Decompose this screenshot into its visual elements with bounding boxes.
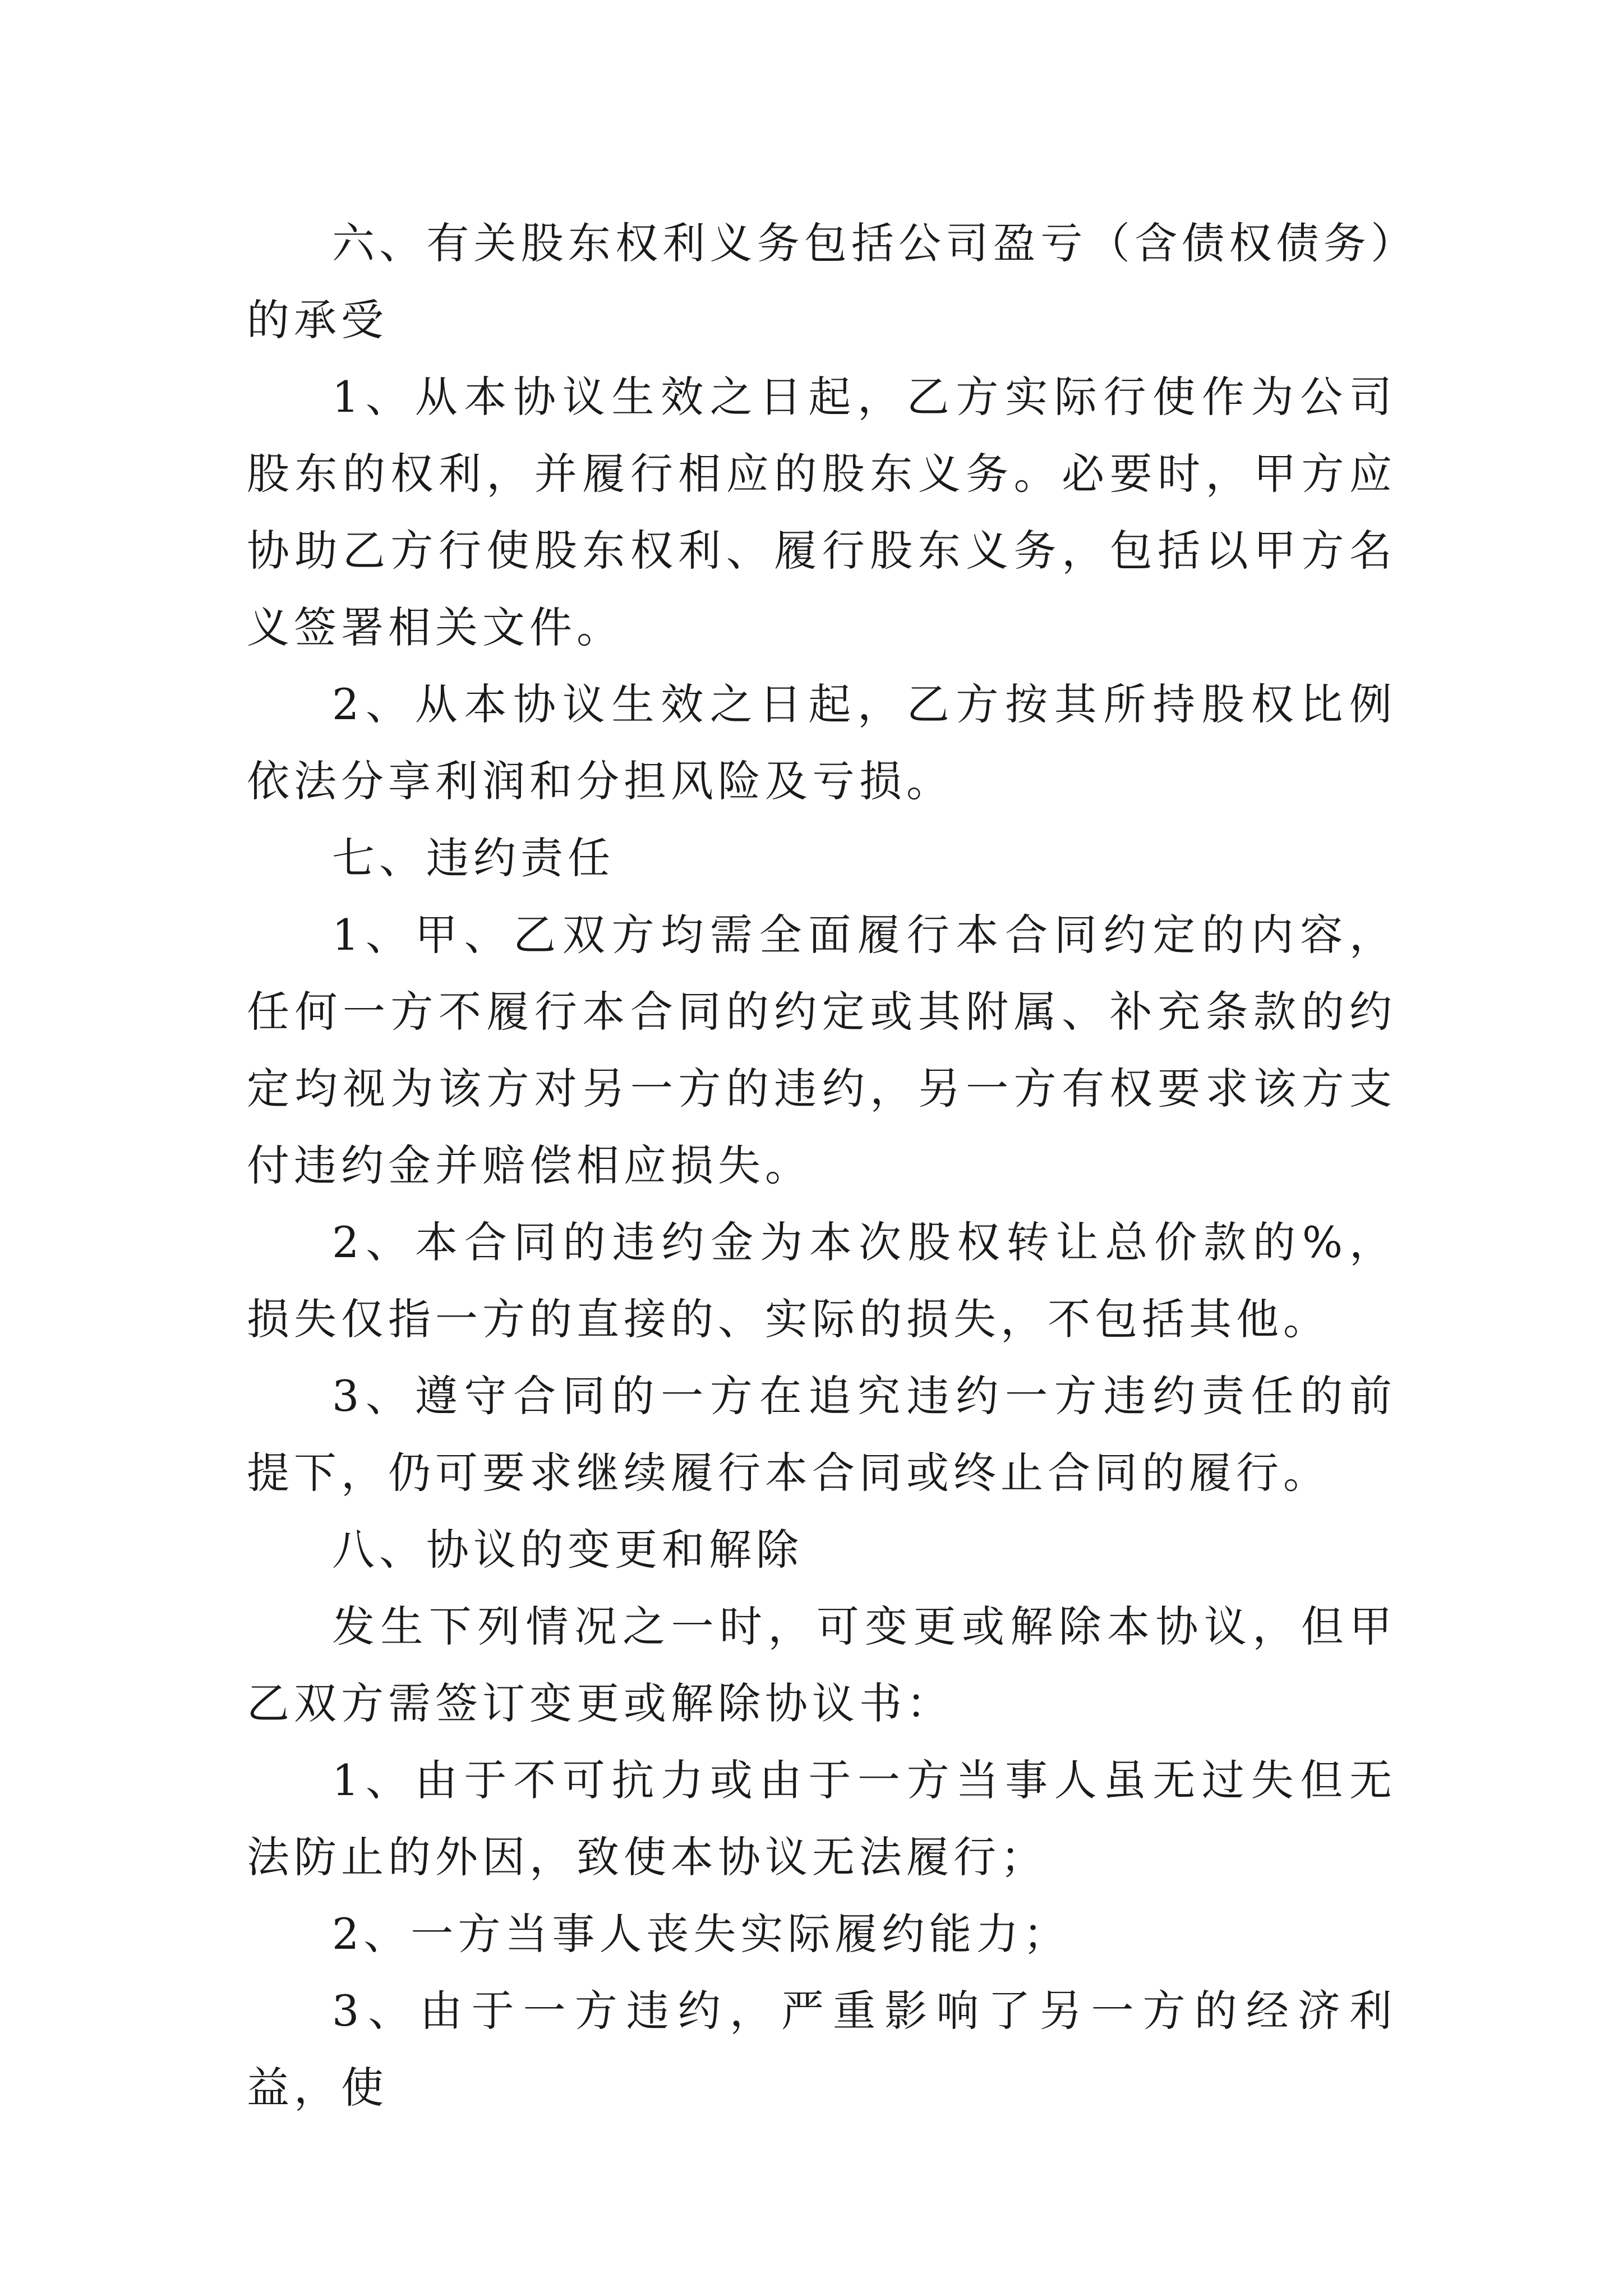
paragraph-clause-6-2: 2、从本协议生效之日起，乙方按其所持股权比例依法分享利润和分担风险及亏损。 [247, 679, 1396, 806]
paragraph-clause-7-3: 3、遵守合同的一方在追究违约一方违约责任的前提下，仍可要求继续履行本合同或终止合同的履行。 [247, 1371, 1396, 1498]
paragraph-clause-7-2: 2、本合同的违约金为本次股权转让总价款的%，损失仅指一方的直接的、实际的损失，不包括其他。 [247, 1217, 1396, 1344]
paragraph-clause-8-3: 3、由于一方违约，严重影响了另一方的经济利益，使 [247, 1986, 1396, 2113]
paragraph-clause-8-intro: 发生下列情况之一时，可变更或解除本协议，但甲乙双方需签订变更或解除协议书： [247, 1602, 1396, 1728]
document-body [247, 205, 1396, 2126]
paragraph-clause-6-1: 1、从本协议生效之日起，乙方实际行使作为公司股东的权利，并履行相应的股东义务。必要时，甲方应协助乙方行使股东权利、履行股东义务，包括以甲方名义签署相关文件。 [247, 372, 1396, 652]
paragraph-clause-8-2: 2、一方当事人丧失实际履约能力； [332, 1909, 1071, 1959]
paragraph-clause-8-1: 1、由于不可抗力或由于一方当事人虽无过失但无法防止的外因，致使本协议无法履行； [247, 1755, 1396, 1882]
section-heading-breach-liability: 七、违约责任 [332, 833, 615, 883]
section-heading-change-termination: 八、协议的变更和解除 [332, 1525, 803, 1575]
paragraph-clause-7-1: 1、甲、乙双方均需全面履行本合同约定的内容，任何一方不履行本合同的约定或其附属、补充条款的约定均视为该方对另一方的违约，另一方有权要求该方支付违约金并赔偿相应损失。 [247, 910, 1396, 1190]
section-heading-shareholder-rights: 六、有关股东权利义务包括公司盈亏（含债权债务）的承受 [247, 218, 1396, 345]
